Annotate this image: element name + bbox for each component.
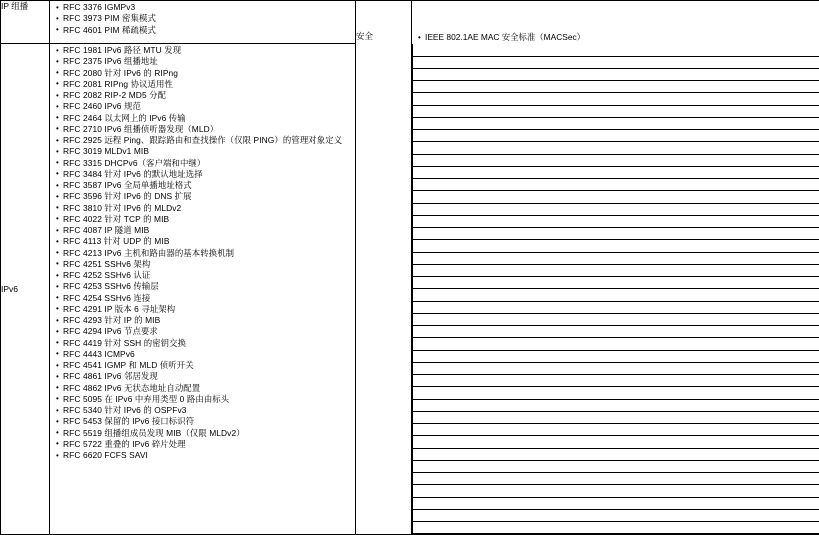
list-item: • IEEE 802.1AE MAC 安全标准（MACSec） [418,32,819,43]
table-cell [413,399,819,411]
list-item: • RFC 2710 IPv6 组播侦听器发现（MLD） [56,124,353,135]
table-row [413,522,819,534]
table-cell [413,387,819,399]
table-row [413,473,819,485]
list-item: • RFC 3376 IGMPv3 [56,2,353,13]
list-item: • RFC 2464 以太网上的 IPv6 传输 [56,113,353,124]
table-cell [413,485,819,497]
list-item: • RFC 4294 IPv6 节点要求 [56,326,353,337]
table-cell [413,191,819,203]
rfc-list-ipv6 [50,44,355,462]
list-item: • RFC 2375 IPv6 组播地址 [56,56,353,67]
table-row [413,338,819,350]
table-row [413,264,819,276]
list-item: • RFC 5519 组播组成员发现 MIB（仅限 MLDv2） [56,428,353,439]
list-item: • RFC 2081 RIPng 协议适用性 [56,79,353,90]
table-cell [413,424,819,436]
table-row [413,166,819,178]
table-row [413,399,819,411]
list-item: • RFC 4087 IP 隧道 MIB [56,225,353,236]
table-row [413,375,819,387]
table-row [413,289,819,301]
table-row [413,81,819,93]
table-cell [413,154,819,166]
table-cell [413,215,819,227]
list-item: • RFC 4254 SSHv6 连接 [56,293,353,304]
list-item: • RFC 5095 在 IPv6 中弃用类型 0 路由由标头 [56,394,353,405]
table-cell [413,448,819,460]
list-item: • RFC 2082 RIP-2 MD5 分配 [56,90,353,101]
category-items-ipv6 [50,44,356,535]
table-cell [413,56,819,68]
table-row [413,93,819,105]
table-row [413,301,819,313]
list-item: • RFC 4291 IP 版本 6 寻址架构 [56,304,353,315]
list-item: • RFC 4252 SSHv6 认证 [56,270,353,281]
list-item: • RFC 4251 SSHv6 架构 [56,259,353,270]
table-cell [413,522,819,534]
table-cell [413,289,819,301]
table-row [413,68,819,80]
category-items-ip-multicast [50,1,356,44]
table-cell [413,142,819,154]
table-row [413,387,819,399]
table-row [413,191,819,203]
table-cell [413,460,819,472]
table-row [413,326,819,338]
category-label-ip-multicast: IP 组播 [1,1,50,44]
table-row [1,1,819,44]
list-item: • RFC 4022 针对 TCP 的 MIB [56,214,353,225]
list-item: • RFC 3973 PIM 密集模式 [56,13,353,24]
list-item: • RFC 4443 ICMPv6 [56,349,353,360]
table-cell [413,350,819,362]
table-cell [413,203,819,215]
table-cell [413,130,819,142]
list-item: • RFC 2460 IPv6 规范 [56,101,353,112]
table-cell [413,264,819,276]
table-row [413,228,819,240]
empty-filler-rows [412,44,819,534]
table-row [413,154,819,166]
list-item: • RFC 4113 针对 UDP 的 MIB [56,236,353,247]
table-row [413,179,819,191]
table-row [413,313,819,325]
table-row [413,424,819,436]
list-item: • RFC 4861 IPv6 邻居发现 [56,371,353,382]
table-row [413,277,819,289]
table-cell [413,497,819,509]
table-cell [413,105,819,117]
table-cell [413,362,819,374]
table-row [413,460,819,472]
list-item: • RFC 3810 针对 IPv6 的 MLDv2 [56,203,353,214]
list-item: • RFC 5340 针对 IPv6 的 OSPFv3 [56,405,353,416]
list-item: • RFC 3484 针对 IPv6 的默认地址选择 [56,169,353,180]
list-item: • RFC 4213 IPv6 主机和路由器的基本转换机制 [56,248,353,259]
list-item: • RFC 3587 IPv6 全局单播地址格式 [56,180,353,191]
list-item: • RFC 1981 IPv6 路径 MTU 发现 [56,45,353,56]
list-item: • RFC 4293 针对 IP 的 MIB [56,315,353,326]
table-row [413,350,819,362]
list-item: • RFC 4253 SSHv6 传输层 [56,281,353,292]
category-items-security [412,1,819,535]
table-cell [413,411,819,423]
list-item: • RFC 4419 针对 SSH 的密钥交换 [56,338,353,349]
security-standards-list [412,31,819,44]
table-cell [413,277,819,289]
table-cell [413,436,819,448]
table-cell [413,338,819,350]
list-item: • RFC 4601 PIM 稀疏模式 [56,25,353,36]
table-cell [413,301,819,313]
list-item: • RFC 6620 FCFS SAVI [56,450,353,461]
list-item: • RFC 3596 针对 IPv6 的 DNS 扩展 [56,191,353,202]
table-cell [413,44,819,56]
table-row [413,56,819,68]
table-cell [413,509,819,521]
table-row [413,509,819,521]
table-row [413,252,819,264]
category-label-security [356,1,412,535]
table-row [413,362,819,374]
table-cell [413,117,819,129]
table-cell [413,473,819,485]
list-item: • RFC 3315 DHCPv6（客户端和中继） [56,158,353,169]
table-cell [413,93,819,105]
table-cell [413,228,819,240]
category-label-ipv6: IPv6 [1,44,50,535]
table-row [413,497,819,509]
table-row [413,44,819,56]
table-cell [413,81,819,93]
list-item: • RFC 5453 保留的 IPv6 接口标识符 [56,416,353,427]
table-row [413,117,819,129]
table-cell [413,240,819,252]
table-row [413,130,819,142]
table-cell [413,375,819,387]
list-item: • RFC 3019 MLDv1 MIB [56,146,353,157]
table-row [413,448,819,460]
table-row [413,215,819,227]
list-item: • RFC 4862 IPv6 无状态地址自动配置 [56,383,353,394]
table-row [413,485,819,497]
rfc-list-ip-multicast [50,1,355,37]
table-cell [413,179,819,191]
category-label-security-text: 安全 [356,31,373,41]
table-row [413,105,819,117]
table-row [413,411,819,423]
table-row [413,203,819,215]
table-row [413,240,819,252]
list-item: • RFC 2080 针对 IPv6 的 RIPng [56,68,353,79]
table-cell [413,68,819,80]
list-item: • RFC 5722 重叠的 IPv6 碎片处理 [56,439,353,450]
table-cell [413,313,819,325]
list-item: • RFC 2925 远程 Ping、跟踪路由和查找操作（仅限 PING）的管理对象定义 [56,135,353,146]
table-cell [413,326,819,338]
list-item: • RFC 4541 IGMP 和 MLD 侦听开关 [56,360,353,371]
table-cell [413,166,819,178]
table-cell [413,252,819,264]
table-row [413,142,819,154]
table-row [413,436,819,448]
